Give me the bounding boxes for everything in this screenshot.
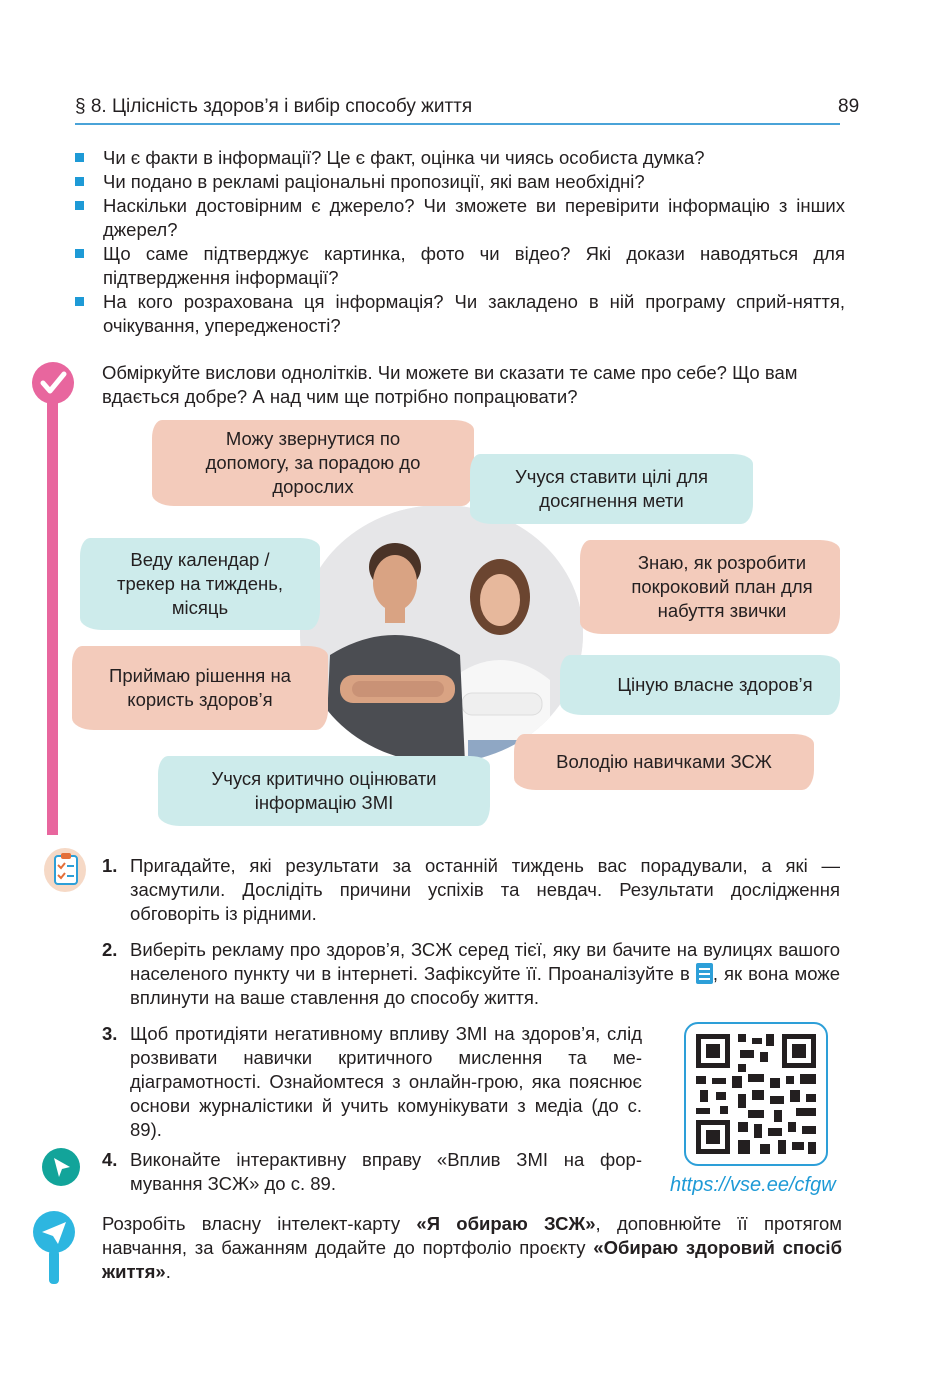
page-number: 89 [838, 96, 860, 117]
task-3: 3. Щоб протидіяти негативному впливу ЗМІ на здоров’я, слід розвивати навички критичного мислення та ме-діаграмотності. Ознайомтеся з онлайн-грою, яка пояснює основи журналістики й учить комунікувати з медіа (до с. 89). [102, 1023, 642, 1140]
list-item: На кого розрахована ця інформація? Чи закладено в ній програму сприй-няття, очікування, упередженості? [75, 290, 845, 338]
intro-paragraph: Обміркуйте вислови однолітків. Чи можете ви сказати те саме про себе? Що вам вдається добре? А над чим ще потрібно попрацювати? [102, 362, 798, 407]
bullet-square-icon [75, 177, 84, 186]
bubble-value-health: Ціную власне здоров’я [560, 655, 840, 715]
checklist-icon [44, 848, 86, 892]
cursor-icon [42, 1148, 80, 1186]
pink-side-bar [47, 390, 58, 835]
project-paragraph: Розробіть власну інтелект-карту «Я обираю ЗСЖ», доповнюйте її протягом навчання, за бажанням додайте до портфоліо проєкту «Обираю здоровий спосіб життя». [102, 1213, 842, 1282]
task-4: 4. Виконайте інтерактивну вправу «Вплив ЗМІ на фор-мування ЗСЖ» до с. 89. [102, 1149, 642, 1194]
bubble-habit-plan: Знаю, як розробити покроковий план для набуття звички [580, 540, 840, 634]
bubble-calendar-tracker: Веду календар / трекер на тиждень, місяць [80, 538, 320, 630]
qr-code[interactable] [684, 1022, 828, 1166]
question-list [75, 146, 845, 338]
bullet-square-icon [75, 249, 84, 258]
bubble-media-critical: Учуся критично оцінювати інформацію ЗМІ [158, 756, 490, 826]
page-header-title: § 8. Цілісність здоров’я і вибір способу життя [75, 96, 473, 117]
task-1: 1. Пригадайте, які результати за останній тиждень вас порадували, а які — засмутили. Дослідіть причини успіхів та невдач. Результати дослідження обговоріть із рідними. [102, 855, 840, 924]
bubble-ask-adults: Можу звернутися по допомогу, за порадою до дорослих [152, 420, 474, 506]
teens-photo [300, 505, 583, 763]
bubble-set-goals: Учуся ставити цілі для досягнення мети [470, 454, 753, 524]
task-2: 2. Виберіть рекламу про здоров’я, ЗСЖ серед тієї, яку ви бачите на вулицях вашого населеного пункту чи в інтернеті. Зафіксуйте її. Проаналізуйте в , як вона може вплинути на ваше ставлення до способу життя. [102, 939, 840, 1008]
bubble-healthy-skills: Володію навичками ЗСЖ [514, 734, 814, 790]
bullet-square-icon [75, 297, 84, 306]
list-item: Що саме підтверджує картинка, фото чи відео? Які докази наводяться для підтвердження інформації? [75, 242, 845, 290]
paper-plane-pin-icon [30, 1210, 78, 1286]
bullet-square-icon [75, 201, 84, 210]
bullet-square-icon [75, 153, 84, 162]
list-item: Чи є факти в інформації? Це є факт, оцінка чи чиясь особиста думка? [75, 146, 845, 170]
qr-link[interactable]: https://vse.ee/cfgw [670, 1174, 836, 1196]
header-divider [75, 123, 840, 125]
check-icon [32, 362, 74, 404]
bubble-healthy-decision: Приймаю рішення на користь здоров’я [72, 646, 328, 730]
notebook-icon [696, 963, 713, 984]
list-item: Наскільки достовірним є джерело? Чи зможете ви перевірити інформацію з інших джерел? [75, 194, 845, 242]
list-item: Чи подано в рекламі раціональні пропозиції, які вам необхідні? [75, 170, 845, 194]
